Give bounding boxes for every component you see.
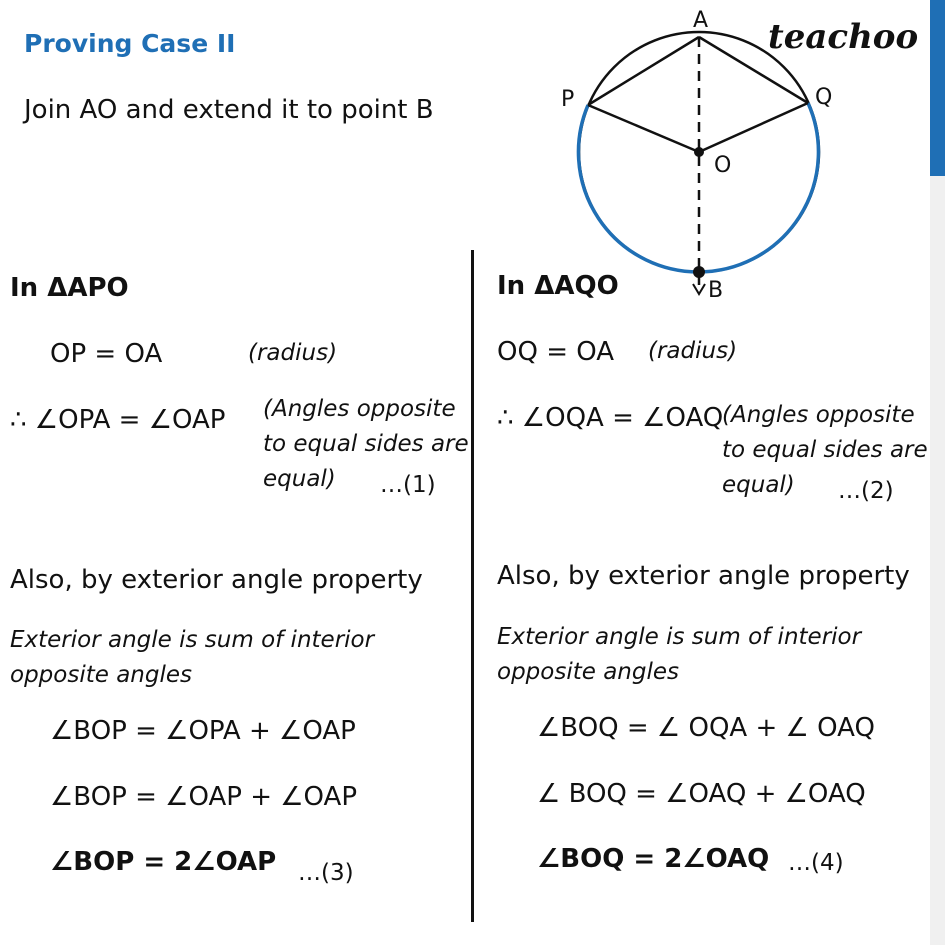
label-a: A <box>693 8 709 33</box>
center-dot <box>694 147 704 157</box>
left-heading: In ΔAPO <box>10 273 129 303</box>
left-eq2-reason-line1: (Angles opposite <box>263 396 456 422</box>
right-ext-line1: Exterior angle is sum of interior <box>497 624 862 650</box>
segment-op <box>588 105 699 152</box>
left-eq1: OP = OA <box>50 339 163 369</box>
segment-ap <box>588 37 699 105</box>
left-ext-line1: Exterior angle is sum of interior <box>10 627 375 653</box>
segment-oq <box>699 103 808 152</box>
page-title: Proving Case II <box>24 29 236 58</box>
right-eq1-reason: (radius) <box>648 338 738 364</box>
left-step3: ∠BOP = 2∠OAP <box>50 847 277 877</box>
left-step2: ∠BOP = ∠OAP + ∠OAP <box>50 782 358 812</box>
right-ext-line2: opposite angles <box>497 659 679 685</box>
label-q: Q <box>815 85 833 110</box>
right-eq2-reason-line2: to equal sides are <box>722 437 928 463</box>
left-also: Also, by exterior angle property <box>10 565 423 595</box>
left-eq2: ∴ ∠OPA = ∠OAP <box>10 405 226 435</box>
point-b-dot <box>693 266 705 278</box>
right-eq1: OQ = OA <box>497 337 615 367</box>
right-step1: ∠BOQ = ∠ OQA + ∠ OAQ <box>537 713 875 743</box>
instruction-text: Join AO and extend it to point B <box>24 95 434 125</box>
right-step2: ∠ BOQ = ∠OAQ + ∠OAQ <box>537 779 866 809</box>
right-heading: In ΔAQO <box>497 271 619 301</box>
left-ext-line2: opposite angles <box>10 662 192 688</box>
left-eq2-reason-line3: equal) <box>263 466 336 492</box>
segment-aq <box>699 37 808 103</box>
left-eq2-ref: …(1) <box>380 472 436 498</box>
right-also: Also, by exterior angle property <box>497 561 910 591</box>
column-divider <box>471 250 474 922</box>
right-step3: ∠BOQ = 2∠OAQ <box>537 844 770 874</box>
arrow-head <box>693 284 705 294</box>
left-eq1-reason: (radius) <box>248 340 338 366</box>
right-eq2-reason-line1: (Angles opposite <box>722 402 915 428</box>
left-eq2-reason-line2: to equal sides are <box>263 431 469 457</box>
right-eq2: ∴ ∠OQA = ∠OAQ <box>497 403 724 433</box>
sidebar-accent <box>930 0 945 176</box>
right-step3-ref: …(4) <box>788 850 844 876</box>
left-step3-ref: …(3) <box>298 860 354 886</box>
left-step1: ∠BOP = ∠OPA + ∠OAP <box>50 716 356 746</box>
label-o: O <box>714 153 732 178</box>
teachoo-logo: teachoo <box>768 17 919 57</box>
right-eq2-reason-line3: equal) <box>722 472 795 498</box>
right-eq2-ref: …(2) <box>838 478 894 504</box>
label-p: P <box>561 87 575 112</box>
circle-figure <box>540 0 880 310</box>
label-b: B <box>708 278 724 303</box>
